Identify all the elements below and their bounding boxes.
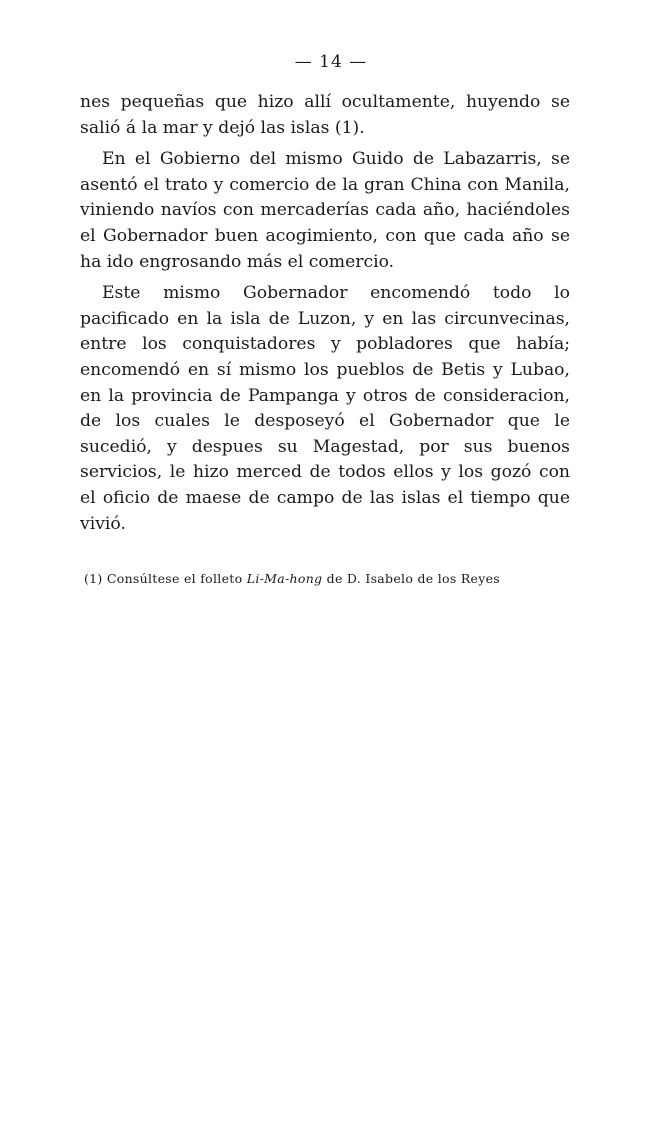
paragraph-encomiendas: Este mismo Gobernador encomendó todo lo pacificado en la isla de Luzon, y en las circunvecinas, entre los conquistadores y pobladores que había; encomendó en sí mismo los pueblos de Betis y Lubao, en la provincia de Pampanga y otros de consideracion, de los cuales le desposeyó el Gobernador que le sucedió, y despues su Magestad, por sus buenos servicios, le hizo merced de todos ellos y los gozó con el oficio de maese de campo de las islas el tiempo que vivió. bbox=[80, 283, 570, 534]
footnote-prefix: (1) Consúltese el folleto bbox=[84, 571, 247, 586]
paragraph-gobierno: En el Gobierno del mismo Guido de Labazarris, se asentó el trato y comercio de la gran China con Manila, viniendo navíos con mercaderías cada año, haciéndoles el Gobernador buen acogimiento, con que cada año se ha ido engrosando más el comercio. bbox=[80, 149, 570, 272]
footnote bbox=[84, 570, 574, 588]
page-number: — 14 — bbox=[294, 52, 368, 72]
footnote-title: Li-Ma-hong bbox=[246, 571, 323, 586]
footnote-suffix: de D. Isabelo de los Reyes bbox=[322, 571, 501, 586]
body-text bbox=[80, 90, 570, 543]
paragraph-continued: nes pequeñas que hizo allí ocultamente, huyendo se salió á la mar y dejó las islas (1). bbox=[80, 92, 570, 138]
